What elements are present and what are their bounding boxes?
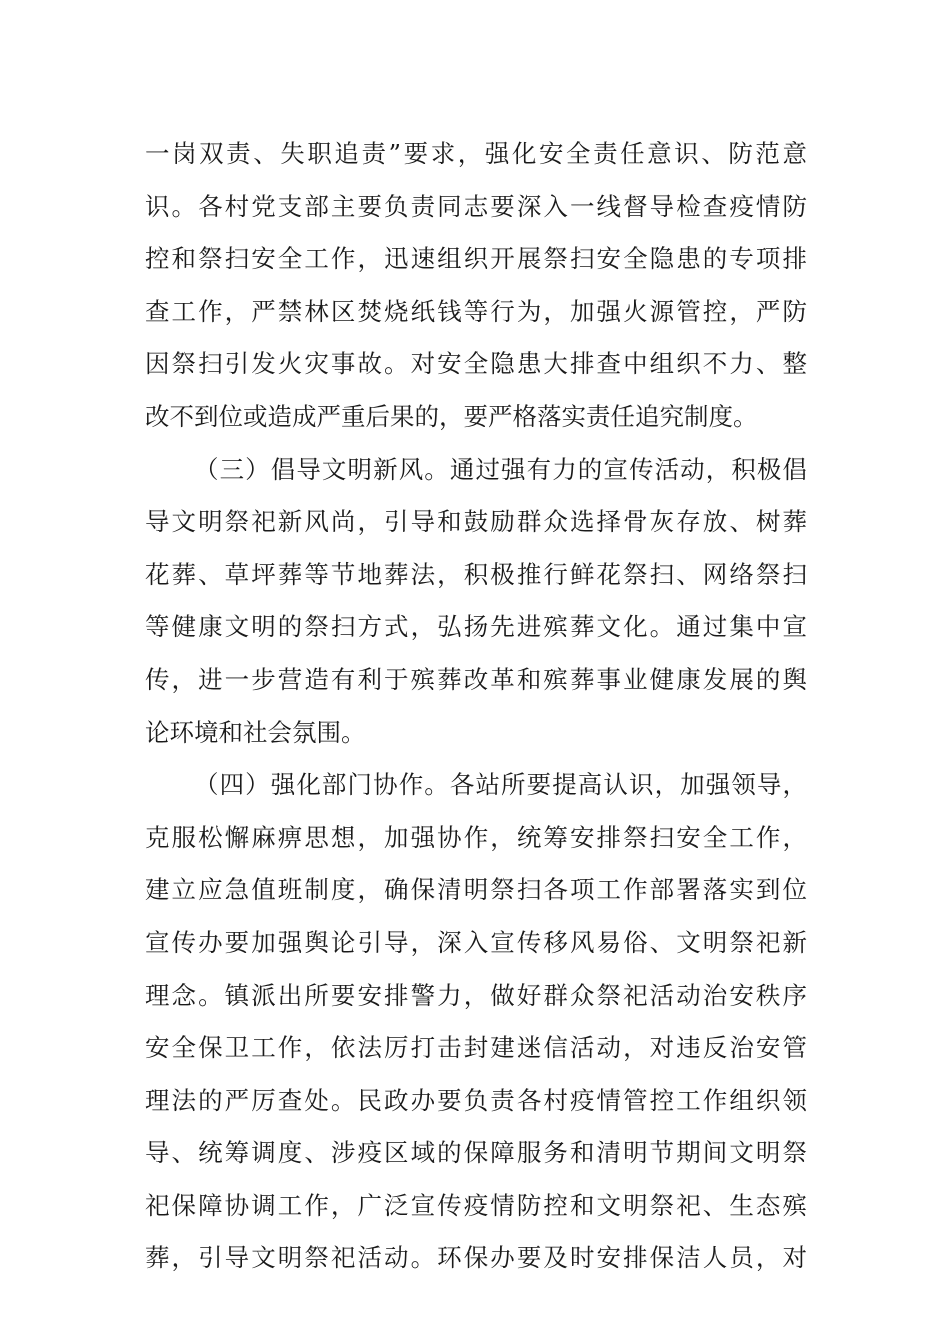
text-line: 传，进一步营造有利于殡葬改革和殡葬事业健康发展的舆 [145, 664, 807, 694]
text-line: 安全保卫工作，依法厉打击封建迷信活动，对违反治安管 [145, 1033, 807, 1063]
paragraph-first-line: （四）强化部门协作。各站所要提高认识，加强领导， [194, 770, 807, 800]
text-line: 祀保障协调工作，广泛宣传疫情防控和文明祭祀、生态殡 [145, 1190, 807, 1220]
text-line: 等健康文明的祭扫方式，弘扬先进殡葬文化。通过集中宣 [145, 612, 807, 642]
text-line: 因祭扫引发火灾事故。对安全隐患大排查中组织不力、整 [145, 349, 807, 379]
body-text [145, 128, 807, 1285]
text-line: 宣传办要加强舆论引导，深入宣传移风易俗、文明祭祀新 [145, 927, 807, 957]
text-line: 一岗双责、失职追责”要求，强化安全责任意识、防范意 [145, 139, 807, 168]
text-line: 改不到位或造成严重后果的，要严格落实责任追究制度。 [145, 401, 758, 431]
text-line: 克服松懈麻痹思想，加强协作，统筹安排祭扫安全工作， [145, 822, 807, 852]
text-line: 花葬、草坪葬等节地葬法，积极推行鲜花祭扫、网络祭扫 [145, 559, 807, 589]
text-line: 论环境和社会氛围。 [145, 717, 366, 747]
text-line: 建立应急值班制度，确保清明祭扫各项工作部署落实到位 [145, 875, 807, 905]
text-line: 导、统筹调度、涉疫区域的保障服务和清明节期间文明祭 [145, 1138, 807, 1168]
text-line: 理法的严厉查处。民政办要负责各村疫情管控工作组织领 [145, 1085, 807, 1115]
text-line: 理念。镇派出所要安排警力，做好群众祭祀活动治安秩序 [145, 980, 807, 1010]
text-line: 导文明祭祀新风尚，引导和鼓励群众选择骨灰存放、树葬 [145, 507, 807, 537]
text-line: 葬，引导文明祭祀活动。环保办要及时安排保洁人员，对 [145, 1243, 807, 1273]
text-line: 识。各村党支部主要负责同志要深入一线督导检查疫情防 [145, 191, 807, 221]
text-line: 控和祭扫安全工作，迅速组织开展祭扫安全隐患的专项排 [145, 244, 807, 274]
paragraph-first-line: （三）倡导文明新风。通过强有力的宣传活动，积极倡 [194, 454, 807, 484]
text-line: 查工作，严禁林区焚烧纸钱等行为，加强火源管控，严防 [145, 296, 807, 326]
